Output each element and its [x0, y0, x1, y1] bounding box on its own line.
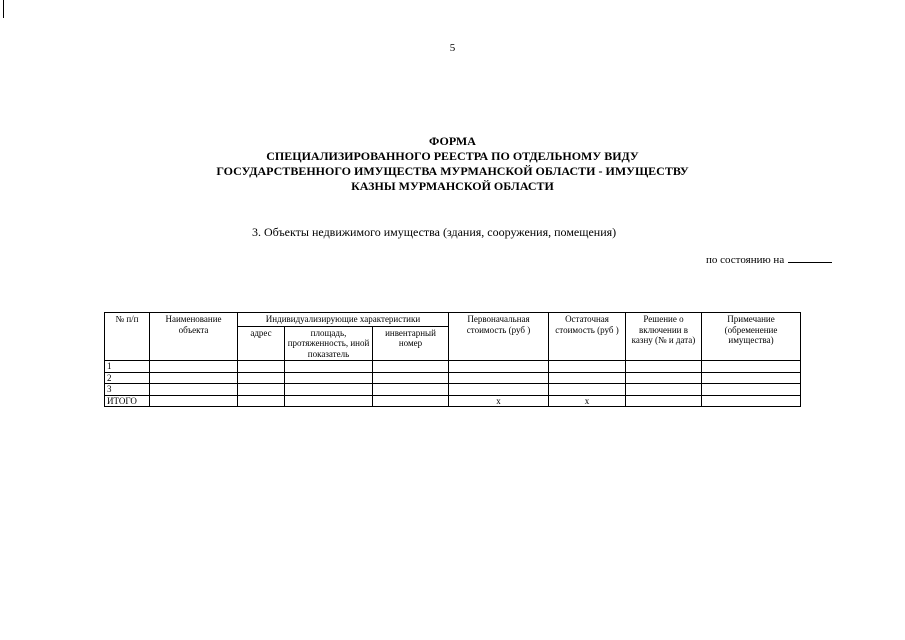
- header-residual-cost: Остаточная стоимость (руб ): [549, 313, 626, 361]
- section-heading: 3. Объекты недвижимого имущества (здания, сооружения, помещения): [252, 225, 617, 239]
- table-cell: [449, 361, 549, 373]
- table-row: [105, 384, 801, 396]
- header-initial-cost: Первоначальная стоимость (руб ): [449, 313, 549, 361]
- total-residual-cost-mark: x: [549, 395, 626, 407]
- total-label: ИТОГО: [105, 395, 150, 407]
- table-cell: [238, 384, 285, 396]
- as-of-label: по состоянию на: [706, 254, 785, 266]
- page-edge-mark: [3, 0, 4, 18]
- table-cell: [702, 384, 801, 396]
- table-header-row: [105, 313, 801, 327]
- date-blank-line: [788, 253, 832, 263]
- table-cell: [549, 372, 626, 384]
- title-line-1: ФОРМА: [429, 134, 476, 148]
- table-cell: [373, 361, 449, 373]
- table-cell: [285, 384, 373, 396]
- as-of-date: [706, 253, 832, 266]
- form-title: [0, 134, 905, 194]
- header-address: адрес: [238, 326, 285, 361]
- total-initial-cost-mark: x: [449, 395, 549, 407]
- table-cell: [150, 372, 238, 384]
- row-number: 3: [105, 384, 150, 396]
- table-cell: [626, 361, 702, 373]
- table-row: [105, 361, 801, 373]
- table-cell: [285, 361, 373, 373]
- title-line-4: КАЗНЫ МУРМАНСКОЙ ОБЛАСТИ: [351, 179, 554, 193]
- table-cell: [238, 395, 285, 407]
- header-note: Примечание (обременение имущества): [702, 313, 801, 361]
- page-number: 5: [449, 42, 456, 54]
- table-cell: [285, 395, 373, 407]
- table-cell: [449, 384, 549, 396]
- title-line-3: ГОСУДАРСТВЕННОГО ИМУЩЕСТВА МУРМАНСКОЙ ОБЛАСТИ - ИМУЩЕСТВУ: [216, 164, 689, 178]
- header-decision: Решение о включении в казну (№ и дата): [626, 313, 702, 361]
- table-cell: [449, 372, 549, 384]
- header-inventory: инвентарный номер: [373, 326, 449, 361]
- table-cell: [150, 395, 238, 407]
- table-cell: [702, 395, 801, 407]
- table-cell: [549, 361, 626, 373]
- table-cell: [373, 384, 449, 396]
- header-name: Наименование объекта: [150, 313, 238, 361]
- table-cell: [150, 384, 238, 396]
- table-cell: [238, 361, 285, 373]
- table-cell: [626, 372, 702, 384]
- header-characteristics: Индивидуализирующие характеристики: [238, 313, 449, 327]
- table-cell: [702, 372, 801, 384]
- table-cell: [285, 372, 373, 384]
- registry-table: [104, 312, 801, 407]
- table-cell: [549, 384, 626, 396]
- table-cell: [702, 361, 801, 373]
- title-line-2: СПЕЦИАЛИЗИРОВАННОГО РЕЕСТРА ПО ОТДЕЛЬНОМУ ВИДУ: [266, 149, 639, 163]
- header-num: № п/п: [105, 313, 150, 361]
- row-number: 1: [105, 361, 150, 373]
- row-number: 2: [105, 372, 150, 384]
- total-row: [105, 395, 801, 407]
- table-cell: [150, 361, 238, 373]
- table-cell: [626, 384, 702, 396]
- table-cell: [373, 395, 449, 407]
- table-cell: [373, 372, 449, 384]
- table-row: [105, 372, 801, 384]
- table-cell: [238, 372, 285, 384]
- header-area: площадь, протяженность, иной показатель: [285, 326, 373, 361]
- table-cell: [626, 395, 702, 407]
